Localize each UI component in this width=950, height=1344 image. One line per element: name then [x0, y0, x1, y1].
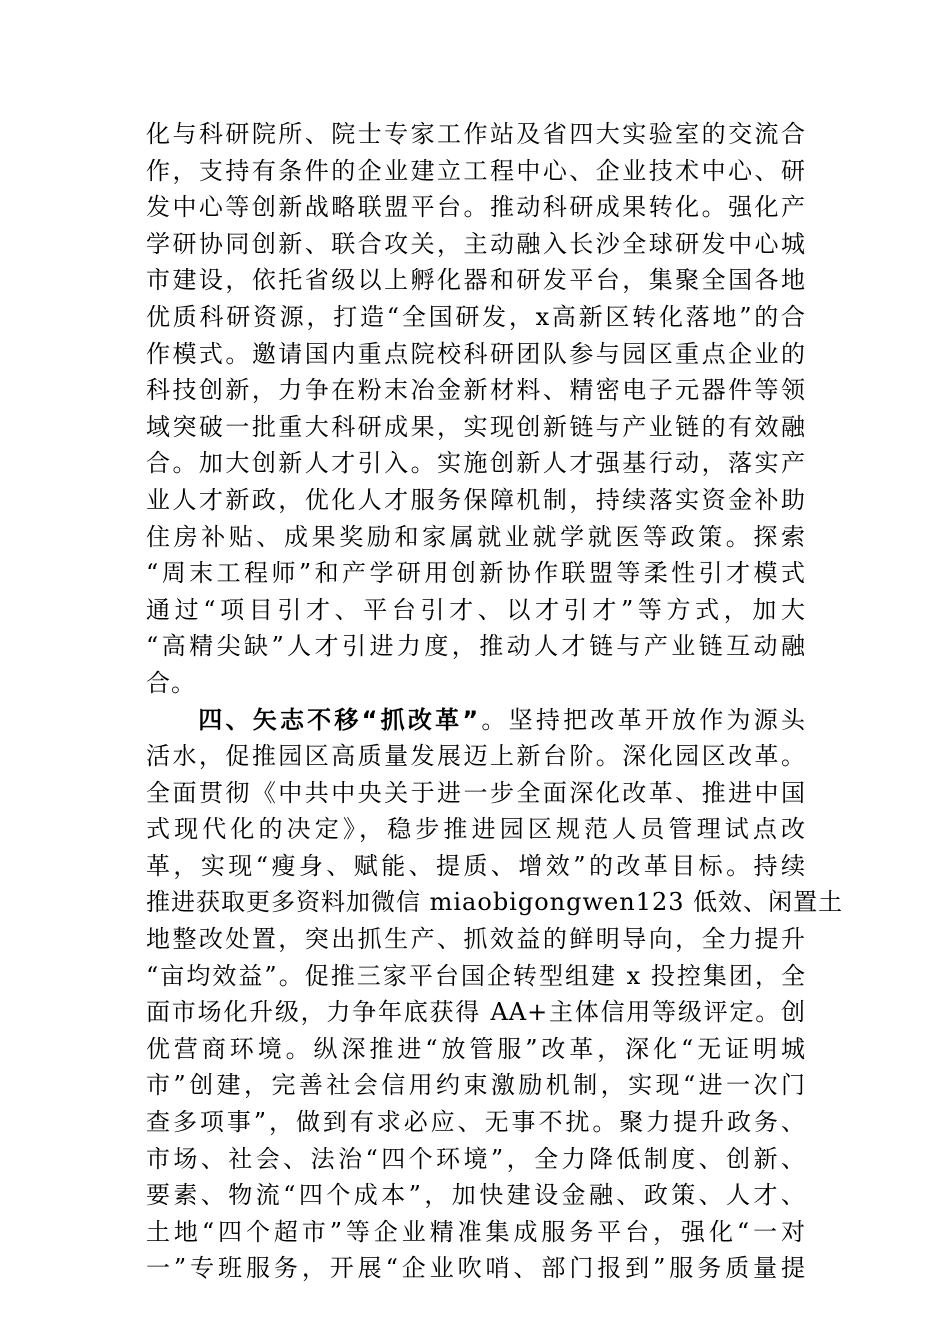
heading-line-text: 。坚持把改革开放作为源头 — [479, 705, 807, 734]
text-line: 活水，促推园区高质量发展迈上新台阶。深化园区改革。 — [146, 742, 806, 771]
paragraph-talent-innovation — [146, 116, 806, 702]
text-line: 化与科研院所、院士专家工作站及省四大实验室的交流合 — [146, 120, 806, 148]
text-line: 式现代化的决定》，稳步推进园区规范人员管理试点改 — [146, 815, 806, 844]
text-line: 学研协同创新、联合攻关，主动融入长沙全球研发中心城 — [146, 229, 806, 258]
section-heading-line — [146, 702, 806, 739]
text-line: 市场、社会、法治“四个环境”，全力降低制度、创新、 — [146, 1144, 806, 1173]
text-line: 优营商环境。纵深推进“放管服”改革，深化“无证明城 — [146, 1034, 806, 1063]
section-heading: 四、矢志不移“抓改革” — [196, 705, 480, 734]
text-line: 地整改处置，突出抓生产、抓效益的鲜明导向，全力提升 — [146, 925, 806, 954]
text-line: 合。 — [146, 668, 196, 697]
text-line: 科技创新，力争在粉末冶金新材料、精密电子元器件等领 — [146, 376, 806, 405]
text-line: 要素、物流“四个成本”，加快建设金融、政策、人才、 — [146, 1181, 806, 1210]
text-line: 作模式。邀请国内重点院校科研团队参与园区重点企业的 — [146, 339, 806, 368]
text-line: 域突破一批重大科研成果，实现创新链与产业链的有效融 — [146, 412, 806, 441]
text-line: 面市场化升级，力争年底获得 AA+主体信用等级评定。创 — [146, 998, 806, 1027]
text-line: “周末工程师”和产学研用创新协作联盟等柔性引才模式 — [146, 559, 806, 588]
text-line: 业人才新政，优化人才服务保障机制，持续落实资金补助 — [146, 485, 806, 514]
text-line: 推进获取更多资料加微信 miaobigongwen123 低效、闲置土 — [146, 888, 844, 917]
text-line: 市建设，依托省级以上孵化器和研发平台，集聚全国各地 — [146, 266, 806, 295]
text-line: 作，支持有条件的企业建立工程中心、企业技术中心、研 — [146, 156, 806, 185]
document-page — [146, 116, 844, 1287]
text-line: 革，实现“瘦身、赋能、提质、增效”的改革目标。持续 — [146, 851, 806, 880]
paragraph-reform — [146, 702, 844, 1288]
text-line: 合。加大创新人才引入。实施创新人才强基行动，落实产 — [146, 449, 806, 478]
text-line: “高精尖缺”人才引进力度，推动人才链与产业链互动融 — [146, 632, 806, 661]
text-line: 一”专班服务，开展“企业吹哨、部门报到”服务质量提 — [146, 1254, 806, 1283]
text-line: 市”创建，完善社会信用约束激励机制，实现“进一次门 — [146, 1071, 806, 1100]
text-line: 优质科研资源，打造“全国研发，x高新区转化落地”的合 — [146, 302, 806, 331]
text-line: 发中心等创新战略联盟平台。推动科研成果转化。强化产 — [146, 193, 806, 222]
text-line: “亩均效益”。促推三家平台国企转型组建 x 投控集团，全 — [146, 961, 806, 990]
text-line: 通过“项目引才、平台引才、以才引才”等方式，加大 — [146, 595, 806, 624]
text-line: 土地“四个超市”等企业精准集成服务平台，强化“一对 — [146, 1217, 806, 1246]
text-line: 查多项事”，做到有求必应、无事不扰。聚力提升政务、 — [146, 1108, 806, 1137]
text-line: 住房补贴、成果奖励和家属就业就学就医等政策。探索 — [146, 522, 806, 551]
text-line: 全面贯彻《中共中央关于进一步全面深化改革、推进中国 — [146, 778, 806, 807]
